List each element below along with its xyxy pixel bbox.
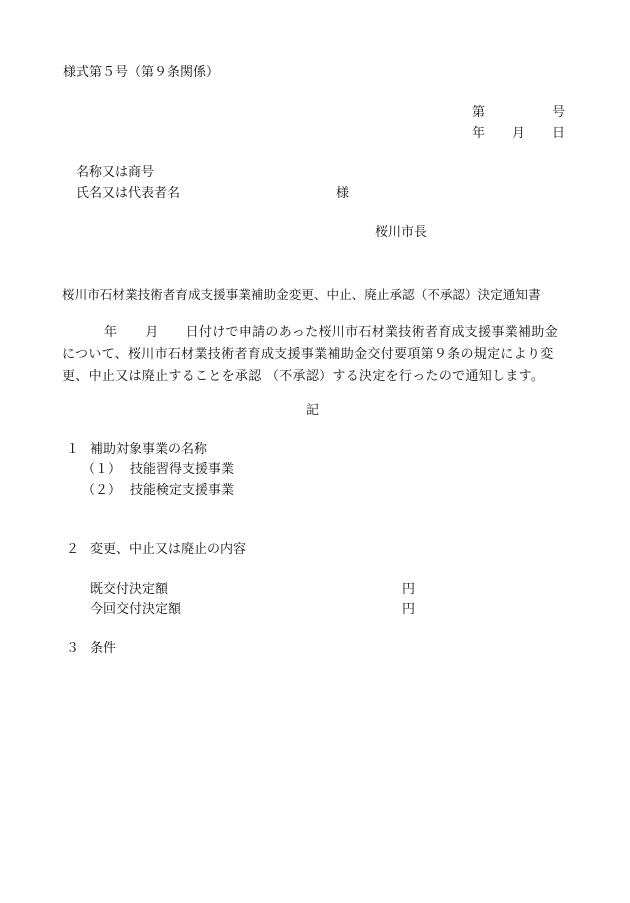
section2-row2-unit: 円	[402, 602, 416, 617]
form-label: 様式第５号（第９条関係）	[63, 65, 220, 80]
body-line2: について、桜川市石材業技術者育成支援事業補助金交付要項第９条の規定により変	[62, 347, 554, 362]
date-year: 年	[472, 126, 486, 141]
section3-number: ３	[66, 641, 80, 656]
section2-number: ２	[66, 542, 80, 557]
ki-heading: 記	[306, 403, 320, 418]
section1-item1-label: 技能習得支援事業	[130, 462, 235, 477]
section1-item1-number: （１）	[82, 462, 122, 477]
document-title: 桜川市石材業技術者育成支援事業補助金変更、中止、廃止承認（不承認）決定通知書	[62, 287, 541, 302]
body-paragraph	[62, 322, 574, 388]
section2-row1-unit: 円	[402, 582, 416, 597]
section2-row2-label: 今回交付決定額	[90, 602, 182, 617]
section1-heading: 補助対象事業の名称	[90, 442, 208, 457]
body-year: 年	[104, 325, 118, 340]
section2-heading: 変更、中止又は廃止の内容	[90, 542, 247, 557]
body-line3: 更、中止又は廃止することを承認 （不承認）する決定を行ったので通知します。	[62, 369, 545, 384]
number-prefix: 第	[472, 105, 486, 120]
section1-number: １	[66, 442, 80, 457]
date-day: 日	[552, 126, 566, 141]
body-month: 月	[145, 325, 159, 340]
issuer: 桜川市長	[375, 225, 428, 240]
recipient-honorific: 様	[336, 186, 350, 201]
section2-row1-label: 既交付決定額	[90, 582, 169, 597]
recipient-name-label: 名称又は商号	[76, 165, 155, 180]
date-month: 月	[512, 126, 526, 141]
number-suffix: 号	[552, 105, 566, 120]
section1-item2-number: （２）	[82, 483, 122, 498]
recipient-rep-label: 氏名又は代表者名	[76, 186, 181, 201]
section3-heading: 条件	[90, 641, 117, 656]
body-line1: 日付けで申請のあった桜川市石材業技術者育成支援事業補助金	[185, 325, 558, 340]
section1-item2-label: 技能検定支援事業	[130, 483, 235, 498]
